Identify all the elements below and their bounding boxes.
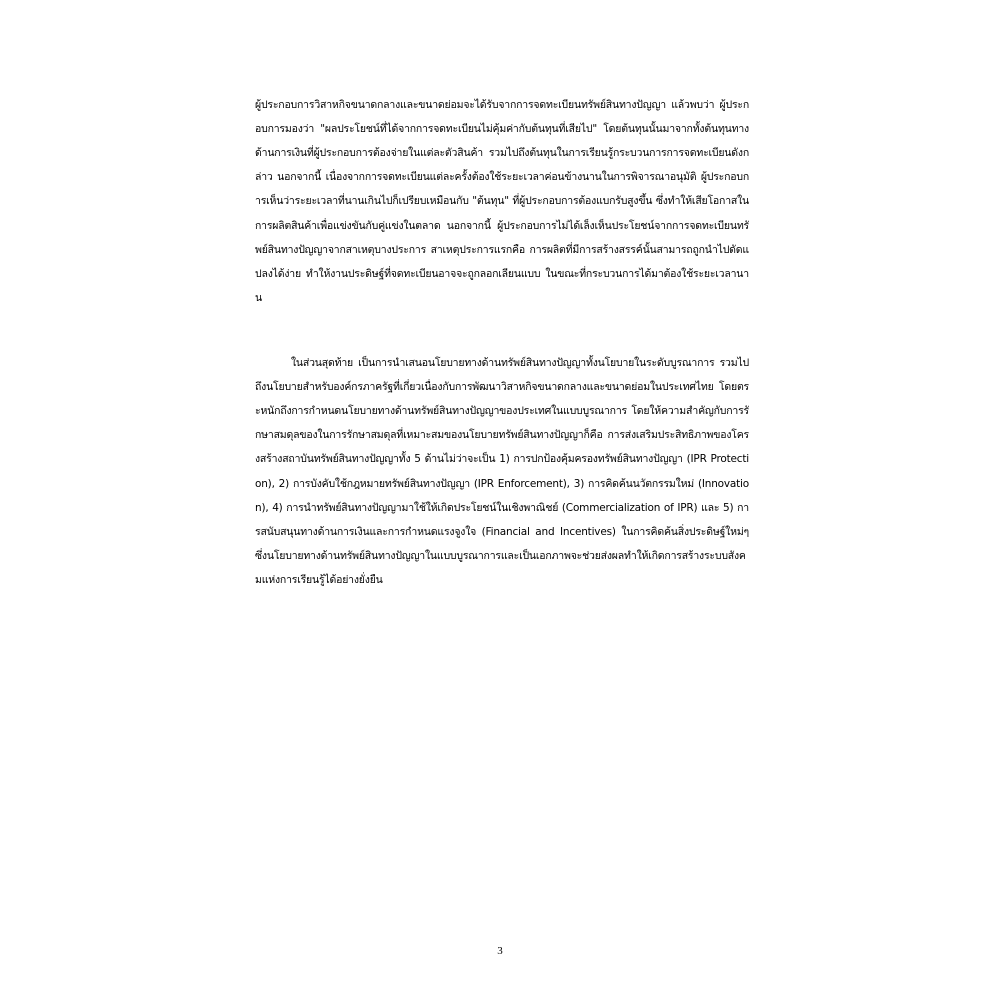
page-number: 3 <box>497 945 503 957</box>
body-paragraph-1: ผู้ประกอบการวิสาหกิจขนาดกลางและขนาดย่อมจะได้รับจากการจดทะเบียนทรัพย์สินทางปัญญา แล้วพบว่า ผู้ประกอบการมองว่า "ผลประโยชน์ที่ได้จากการจดทะเบียนไม่คุ้มค่ากับต้นทุนที่เสียไป" โดยต้นทุนนั้นมาจากทั้งต้นทุนทางด้านการเงินที่ผู้ประกอบการต้องจ่ายในแต่ละตัวสินค้า รวมไปถึงต้นทุนในการเรียนรู้กระบวนการการจดทะเบียนดังกล่าว นอกจากนี้ เนื่องจากการจดทะเบียนแต่ละครั้งต้องใช้ระยะเวลาค่อนข้างนานในการพิจารณาอนุมัติ ผู้ประกอบการเห็นว่าระยะเวลาที่นานเกินไปก็เปรียบเหมือนกับ "ต้นทุน" ที่ผู้ประกอบการต้องแบกรับสูงขึ้น ซึ่งทำให้เสียโอกาสในการผลิตสินค้าเพื่อแข่งขันกับคู่แข่งในตลาด นอกจากนี้ ผู้ประกอบการไม่ได้เล็งเห็นประโยชน์จากการจดทะเบียนทรัพย์สินทางปัญญาจากสาเหตุบางประการ สาเหตุประการแรกคือ การผลิตที่มีการสร้างสรรค์นั้นสามารถถูกนำไปดัดแปลงได้ง่าย ทำให้งานประดิษฐ์ที่จดทะเบียนอาจจะถูกลอกเลียนแบบ ในขณะที่กระบวนการได้มาต้องใช้ระยะเวลานาน <box>255 98 749 305</box>
body-paragraph-2: ในส่วนสุดท้าย เป็นการนำเสนอนโยบายทางด้านทรัพย์สินทางปัญญาทั้งนโยบายในระดับบูรณาการ รวมไปถึงนโยบายสำหรับองค์กรภาครัฐที่เกี่ยวเนื่องกับการพัฒนาวิสาหกิจขนาดกลางและขนาดย่อมในประเทศไทย โดยตระหนักถึงการกำหนดนโยบายทางด้านทรัพย์สินทางปัญญาของประเทศในแบบบูรณาการ โดยให้ความสำคัญกับการรักษาสมดุลของในการรักษาสมดุลที่เหมาะสมของนโยบายทรัพย์สินทางปัญญาก็คือ การส่งเสริมประสิทธิภาพของโครงสร้างสถาบันทรัพย์สินทางปัญญาทั้ง 5 ด้านไม่ว่าจะเป็น 1) การปกป้องคุ้มครองทรัพย์สินทางปัญญา (IPR Protection), 2) การบังคับใช้กฎหมายทรัพย์สินทางปัญญา (IPR Enforcement), 3) การคิดค้นนวัตกรรมใหม่ (Innovation), 4) การนำทรัพย์สินทางปัญญามาใช้ให้เกิดประโยชน์ในเชิงพาณิชย์ (Commercialization of IPR) และ 5) การสนับสนุนทางด้านการเงินและการกำหนดแรงจูงใจ (Financial and Incentives) ในการคิดค้นสิ่งประดิษฐ์ใหม่ๆ ซึ่งนโยบายทางด้านทรัพย์สินทางปัญญาในแบบบูรณาการและเป็นเอกภาพจะช่วยส่งผลทำให้เกิดการสร้างระบบสังคมแห่งการเรียนรู้ได้อย่างยั่งยืน <box>255 356 749 587</box>
